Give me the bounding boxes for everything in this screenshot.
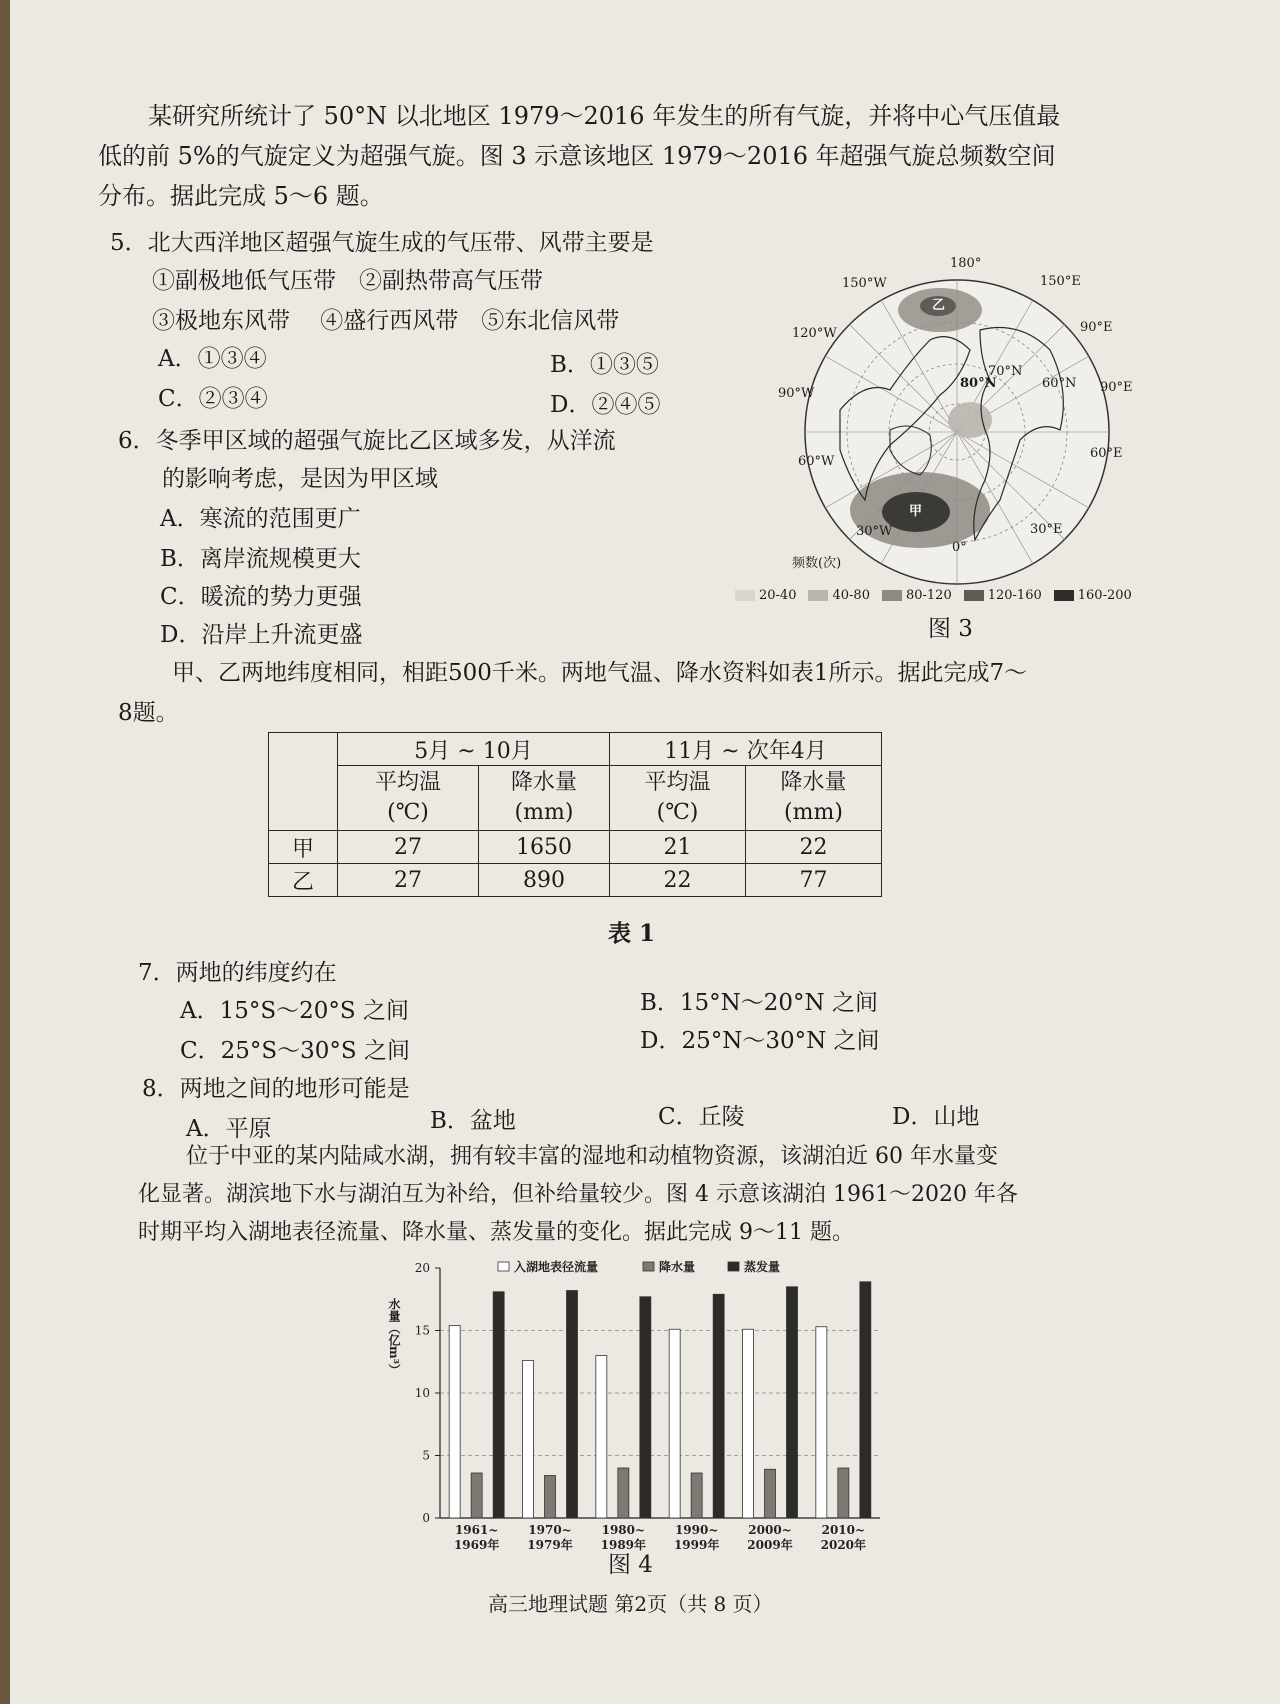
table-corner-cell <box>269 733 338 831</box>
q8-stem: 8．两地之间的地形可能是 <box>142 1076 410 1102</box>
legend-item <box>735 588 796 603</box>
legend-swatch <box>1054 590 1074 601</box>
bar-precip <box>838 1468 849 1518</box>
map-label-30e: 30°E <box>1030 522 1063 537</box>
q6-stem-line2: 的影响考虑，是因为甲区域 <box>162 466 438 492</box>
bar-runoff <box>523 1361 534 1519</box>
q5-options-line2: ③极地东风带 ④盛行西风带 ⑤东北信风带 <box>152 308 620 334</box>
q6-stem-line1: 6．冬季甲区域的超强气旋比乙区域多发，从洋流 <box>118 428 616 454</box>
table-header-prec-1: 降水量 (mm) <box>479 766 610 831</box>
q8-choice-b: B．盆地 <box>430 1108 516 1134</box>
map-label-180: 180° <box>950 256 982 271</box>
row-name: 甲 <box>269 831 338 864</box>
map-label-70n: 70°N <box>988 364 1023 379</box>
map-label-60e: 60°E <box>1090 446 1123 461</box>
legend-label: 40-80 <box>832 588 870 603</box>
bar-runoff <box>596 1356 607 1519</box>
y-tick-label: 5 <box>422 1448 430 1463</box>
map-label-120w: 120°W <box>792 326 837 341</box>
q6-choice-c: C．暖流的势力更强 <box>160 584 362 610</box>
bar-runoff <box>816 1327 827 1518</box>
row-t2: 22 <box>610 864 746 897</box>
bar-evap <box>567 1291 578 1519</box>
legend-label: 20-40 <box>759 588 797 603</box>
bar-evap <box>860 1282 871 1518</box>
legend-item <box>808 588 869 603</box>
legend-label: 120-160 <box>987 588 1042 603</box>
legend-item <box>882 588 952 603</box>
bar-precip <box>471 1473 482 1518</box>
intro2-line2: 8题。 <box>118 700 179 726</box>
chart-legend-swatch <box>643 1262 654 1271</box>
map-label-150w: 150°W <box>842 276 887 291</box>
figure4-caption: 图 4 <box>608 1552 653 1578</box>
table-header-prec-2: 降水量 (mm) <box>746 766 882 831</box>
map-label-jia: 甲 <box>909 504 923 519</box>
bar-evap <box>493 1292 504 1518</box>
table-period1: 5月 ~ 10月 <box>338 733 610 766</box>
q7-choice-b: B．15°N～20°N 之间 <box>640 990 878 1016</box>
bar-evap <box>640 1297 651 1518</box>
row-t1: 27 <box>338 831 479 864</box>
x-tick-label: 2020年 <box>820 1538 867 1552</box>
legend-swatch <box>964 590 984 601</box>
intro3-line3: 时期平均入湖地表径流量、降水量、蒸发量的变化。据此完成 9～11 题。 <box>138 1220 854 1245</box>
row-p2: 77 <box>746 864 882 897</box>
q7-choice-a: A．15°S～20°S 之间 <box>180 998 409 1024</box>
y-tick-label: 15 <box>414 1323 430 1338</box>
q6-choice-d: D．沿岸上升流更盛 <box>160 622 363 648</box>
legend-swatch <box>882 590 902 601</box>
table-header-temp-2: 平均温 (℃) <box>610 766 746 831</box>
figure3-polar-map <box>770 256 1160 590</box>
x-tick-label: 2000~ <box>748 1523 792 1537</box>
bar-precip <box>765 1469 776 1518</box>
x-tick-label: 2010~ <box>821 1523 866 1537</box>
row-p1: 890 <box>479 864 610 897</box>
chart-legend-swatch <box>498 1262 509 1271</box>
q5-options-line1: ①副极地低气压带 ②副热带高气压带 <box>152 268 543 294</box>
q5-choice-a: A．①③④ <box>158 346 267 372</box>
q6-choice-a: A．寒流的范围更广 <box>160 506 361 532</box>
figure4-bar-chart <box>380 1258 900 1558</box>
x-tick-label: 1969年 <box>453 1538 500 1552</box>
q5-choice-c: C．②③④ <box>158 386 268 412</box>
q7-choice-c: C．25°S～30°S 之间 <box>180 1038 410 1064</box>
q5-choice-d: D．②④⑤ <box>550 392 661 418</box>
bar-precip <box>691 1473 702 1518</box>
y-tick-label: 20 <box>414 1261 430 1275</box>
q8-choice-a: A．平原 <box>186 1116 272 1142</box>
table-row <box>269 864 882 897</box>
table-period2: 11月 ~ 次年4月 <box>610 733 882 766</box>
intro3-line1: 位于中亚的某内陆咸水湖，拥有较丰富的湿地和动植物资源，该湖泊近 60 年水量变 <box>186 1144 998 1169</box>
bar-precip <box>618 1468 629 1518</box>
x-tick-label: 1961~ <box>454 1523 499 1537</box>
q5-stem: 5．北大西洋地区超强气旋生成的气压带、风带主要是 <box>110 230 654 256</box>
page-footer: 高三地理试题 第2页（共 8 页） <box>488 1592 773 1616</box>
q8-choice-d: D．山地 <box>892 1104 980 1130</box>
table1-caption: 表 1 <box>608 920 656 947</box>
q5-choice-b: B．①③⑤ <box>550 352 659 378</box>
legend-label: 160-200 <box>1077 588 1132 603</box>
exam-page <box>10 0 1280 1704</box>
y-axis-label: 水量（亿m³） <box>387 1298 401 1376</box>
map-label-60w: 60°W <box>798 454 835 469</box>
q7-choice-d: D．25°N～30°N 之间 <box>640 1028 880 1054</box>
intro1-line1: 某研究所统计了 50°N 以北地区 1979～2016 年发生的所有气旋，并将中心气压值最 <box>148 102 1061 130</box>
legend-swatch <box>735 590 755 601</box>
intro1-line3: 分布。据此完成 5～6 题。 <box>98 182 384 210</box>
x-tick-label: 1970~ <box>528 1523 572 1537</box>
row-p2: 22 <box>746 831 882 864</box>
row-name: 乙 <box>269 864 338 897</box>
map-label-30w: 30°W <box>856 524 893 539</box>
table-header-temp-1: 平均温 (℃) <box>338 766 479 831</box>
map-label-150e: 150°E <box>1040 274 1081 289</box>
legend-swatch <box>808 590 828 601</box>
table-row <box>269 831 882 864</box>
map-label-60n: 60°N <box>1042 376 1077 391</box>
bar-evap <box>787 1287 798 1518</box>
chart-legend-label: 降水量 <box>659 1260 696 1274</box>
legend-label: 80-120 <box>905 588 952 603</box>
map-label-80n: 80°N <box>960 376 997 391</box>
chart-svg <box>380 1258 900 1558</box>
map-label-yi: 乙 <box>932 298 946 313</box>
map-label-90w: 90°W <box>778 386 815 401</box>
bar-evap <box>713 1294 724 1518</box>
legend-item <box>1054 588 1132 603</box>
chart-legend-label: 入湖地表径流量 <box>514 1260 599 1274</box>
chart-legend-swatch <box>728 1262 739 1271</box>
chart-legend-label: 蒸发量 <box>744 1260 781 1274</box>
x-tick-label: 1989年 <box>600 1538 647 1552</box>
bar-runoff <box>449 1326 460 1519</box>
x-tick-label: 1999年 <box>673 1538 720 1552</box>
q7-stem: 7．两地的纬度约在 <box>138 960 337 986</box>
x-tick-label: 1979年 <box>527 1538 573 1552</box>
bar-precip <box>545 1476 556 1519</box>
intro3-line2: 化显著。湖滨地下水与湖泊互为补给，但补给量较少。图 4 示意该湖泊 1961～2020 年各 <box>138 1182 1018 1207</box>
x-tick-label: 1990~ <box>674 1523 719 1537</box>
legend-title: 频数(次) <box>792 556 842 571</box>
q8-choice-c: C．丘陵 <box>658 1104 745 1130</box>
figure3-caption: 图 3 <box>928 616 973 642</box>
x-tick-label: 2009年 <box>747 1538 793 1552</box>
legend-item <box>964 588 1042 603</box>
map-label-90e-b: 90°E <box>1100 380 1133 395</box>
figure3-legend <box>735 588 1144 603</box>
y-tick-label: 0 <box>422 1511 430 1525</box>
row-t1: 27 <box>338 864 479 897</box>
bar-runoff <box>743 1329 754 1518</box>
q6-choice-b: B．离岸流规模更大 <box>160 546 361 572</box>
x-tick-label: 1980~ <box>601 1523 646 1537</box>
map-label-0: 0° <box>952 540 967 555</box>
table1 <box>268 732 882 897</box>
bar-runoff <box>669 1329 680 1518</box>
intro1-line2: 低的前 5%的气旋定义为超强气旋。图 3 示意该地区 1979～2016 年超强气旋总频数空间 <box>98 142 1056 170</box>
row-p1: 1650 <box>479 831 610 864</box>
intro2-line1: 甲、乙两地纬度相同，相距500千米。两地气温、降水资料如表1所示。据此完成7～ <box>172 660 1028 686</box>
y-tick-label: 10 <box>414 1386 430 1400</box>
map-label-90e-a: 90°E <box>1080 320 1113 335</box>
row-t2: 21 <box>610 831 746 864</box>
